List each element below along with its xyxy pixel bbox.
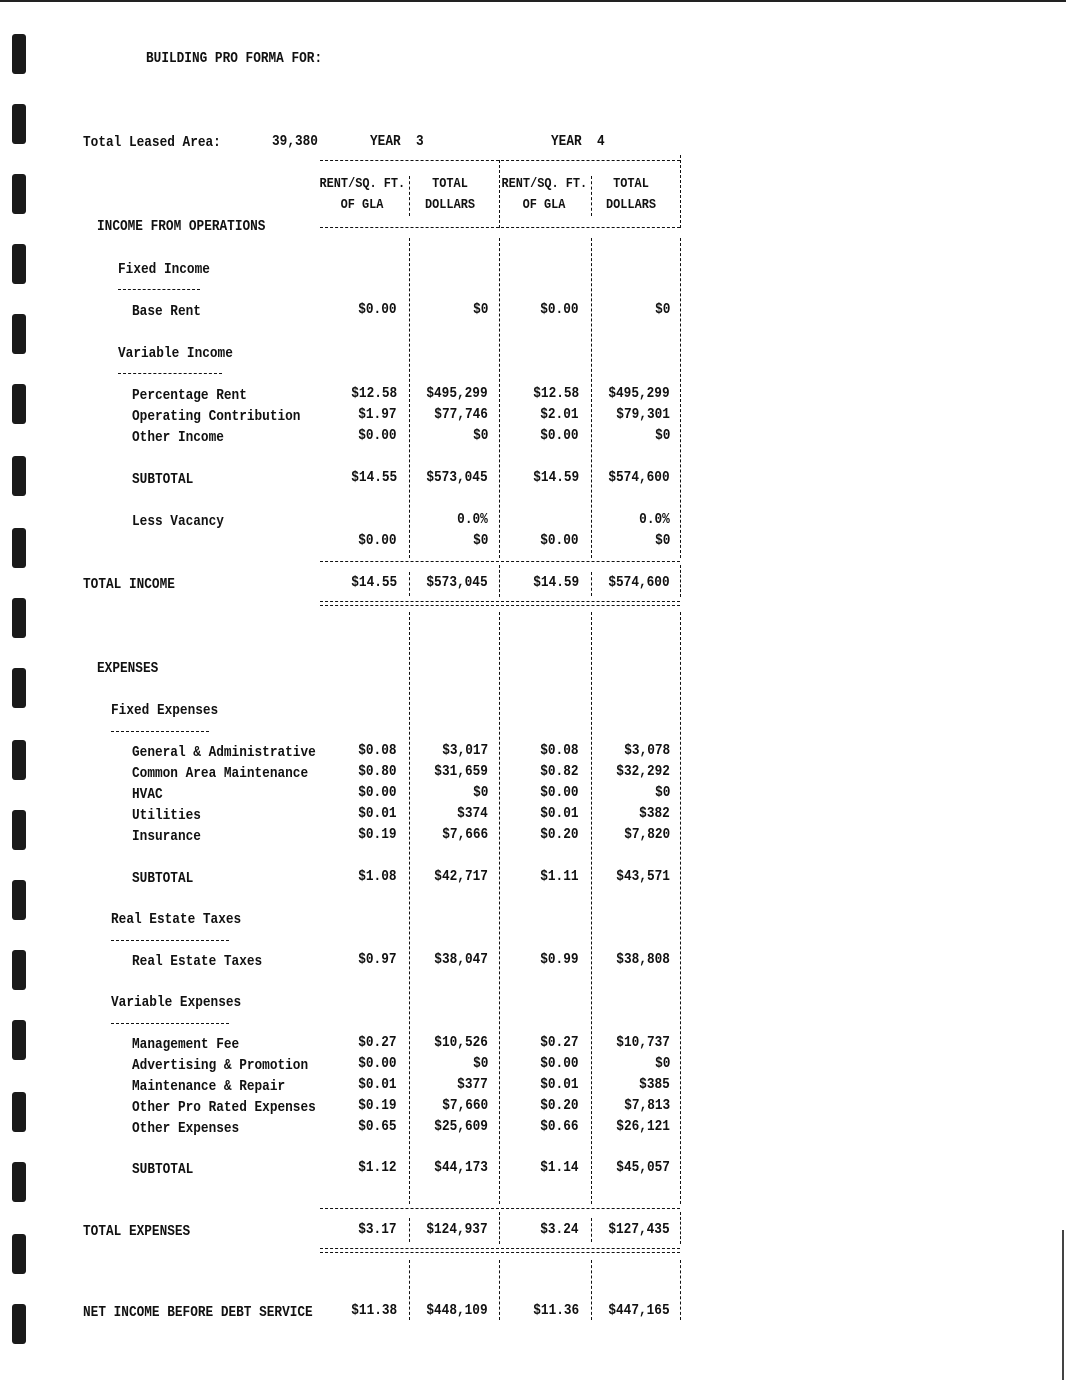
- cell-y3-rent: $3.17: [358, 1222, 397, 1238]
- cell-y4-total: $382: [639, 806, 670, 822]
- binder-hole: [12, 950, 26, 990]
- expenses-double-rule: [320, 1248, 680, 1253]
- cell-y4-total: $3,078: [624, 743, 670, 759]
- expenses-total-rule: [320, 1208, 680, 1209]
- cell-y4-total: $495,299: [608, 386, 670, 402]
- cell-y3-rent: $0.19: [358, 827, 397, 843]
- col-separator: [591, 572, 592, 596]
- cell-y4-total: $43,571: [616, 869, 670, 885]
- cell-y3-total: $10,526: [434, 1035, 488, 1051]
- col-separator: [409, 1218, 410, 1242]
- cell-y4-total: $7,820: [624, 827, 670, 843]
- total-leased-area-value: 39,380: [272, 134, 318, 150]
- col-separator: [680, 612, 681, 1204]
- cell-y3-rent: $0.00: [358, 1056, 397, 1072]
- cell-y4-total: $32,292: [616, 764, 670, 780]
- row-label: Real Estate Taxes: [132, 954, 263, 970]
- cell-y3-rent: $0.01: [358, 1077, 397, 1093]
- row-label: Base Rent: [132, 304, 201, 320]
- cell-y3-total: $0: [472, 785, 488, 801]
- header-bottom-rule: [320, 227, 680, 228]
- row-label: Management Fee: [132, 1037, 240, 1053]
- col-separator: [591, 176, 592, 216]
- col-separator: [591, 1260, 592, 1320]
- cell-y3-rent: $0.65: [358, 1119, 397, 1135]
- cell-y4-rent: $12.58: [533, 386, 579, 402]
- cell-y3-rent: $0.00: [358, 785, 397, 801]
- cell-y4-total: $447,165: [608, 1303, 670, 1319]
- cell-y3-total: 0.0%: [457, 512, 488, 528]
- page-top-edge: [0, 0, 1066, 2]
- income-double-rule: [320, 601, 680, 606]
- row-label: Other Expenses: [132, 1121, 240, 1137]
- cell-y4-rent: $0.20: [540, 827, 579, 843]
- section-fixed-expenses: Fixed Expenses: [111, 703, 219, 719]
- row-label: Other Pro Rated Expenses: [132, 1100, 316, 1116]
- total-leased-area-label: Total Leased Area:: [83, 135, 221, 151]
- cell-y4-rent: $0.27: [540, 1035, 579, 1051]
- cell-y3-total: $7,666: [442, 827, 488, 843]
- row-label: Insurance: [132, 829, 201, 845]
- binder-hole: [12, 1162, 26, 1202]
- cell-y3-rent: $14.55: [351, 575, 397, 591]
- section-income-from-operations: INCOME FROM OPERATIONS: [97, 219, 266, 235]
- cell-y4-rent: $0.08: [540, 743, 579, 759]
- cell-y3-total: $3,017: [442, 743, 488, 759]
- row-label: TOTAL EXPENSES: [83, 1224, 191, 1240]
- col-separator: [409, 572, 410, 596]
- cell-y3-rent: $0.97: [358, 952, 397, 968]
- section-variable-income: Variable Income: [118, 346, 233, 362]
- col-y3-total-header: TOTAL: [432, 176, 468, 192]
- cell-y3-rent: $0.01: [358, 806, 397, 822]
- cell-y3-total: $377: [457, 1077, 488, 1093]
- row-label: Operating Contribution: [132, 409, 301, 425]
- section-real-estate-taxes: Real Estate Taxes: [111, 912, 242, 928]
- cell-y4-total: $574,600: [608, 575, 670, 591]
- underline: [111, 1023, 229, 1024]
- col-separator: [680, 155, 681, 228]
- cell-y3-total: $0: [472, 428, 488, 444]
- binder-hole: [12, 880, 26, 920]
- col-separator: [680, 1212, 681, 1244]
- binder-hole: [12, 384, 26, 424]
- cell-y3-total: $573,045: [426, 575, 488, 591]
- cell-y3-total: $42,717: [434, 869, 488, 885]
- row-label: TOTAL INCOME: [83, 577, 175, 593]
- cell-y3-rent: $0.00: [358, 428, 397, 444]
- cell-y3-total: $0: [472, 533, 488, 549]
- row-label: Other Income: [132, 430, 224, 446]
- cell-y4-total: $574,600: [608, 470, 670, 486]
- cell-y3-rent: $1.08: [358, 869, 397, 885]
- col-y3-rent-subheader: OF GLA: [340, 197, 384, 213]
- cell-y4-rent: $2.01: [540, 407, 579, 423]
- row-label: Advertising & Promotion: [132, 1058, 309, 1074]
- cell-y4-rent: $0.01: [540, 1077, 579, 1093]
- cell-y4-total: $10,737: [616, 1035, 670, 1051]
- cell-y3-rent: $1.97: [358, 407, 397, 423]
- cell-y4-rent: $0.00: [540, 1056, 579, 1072]
- cell-y4-rent: $0.00: [540, 428, 579, 444]
- underline: [118, 289, 200, 290]
- col-y4-total-subheader: DOLLARS: [606, 197, 656, 213]
- cell-y4-total: $0: [654, 302, 670, 318]
- col-y4-rent-subheader: OF GLA: [522, 197, 566, 213]
- cell-y4-rent: $0.99: [540, 952, 579, 968]
- binder-hole: [12, 244, 26, 284]
- cell-y3-total: $31,659: [434, 764, 488, 780]
- binder-hole: [12, 1092, 26, 1132]
- col-separator: [499, 612, 500, 1204]
- row-label: SUBTOTAL: [132, 1162, 194, 1178]
- section-fixed-income: Fixed Income: [118, 262, 210, 278]
- col-y4-total-header: TOTAL: [613, 176, 649, 192]
- binder-hole: [12, 1234, 26, 1274]
- cell-y4-total: $79,301: [616, 407, 670, 423]
- cell-y3-total: $448,109: [426, 1303, 488, 1319]
- row-label: General & Administrative: [132, 745, 316, 761]
- cell-y4-rent: $0.01: [540, 806, 579, 822]
- col-separator: [499, 565, 500, 597]
- cell-y4-rent: $3.24: [540, 1222, 579, 1238]
- binder-hole: [12, 668, 26, 708]
- binder-hole: [12, 598, 26, 638]
- cell-y4-total: $0: [654, 533, 670, 549]
- cell-y4-total: 0.0%: [639, 512, 670, 528]
- cell-y4-total: $0: [654, 785, 670, 801]
- cell-y4-rent: $0.00: [540, 302, 579, 318]
- cell-y4-rent: $0.82: [540, 764, 579, 780]
- cell-y4-rent: $14.59: [533, 470, 579, 486]
- cell-y4-total: $127,435: [608, 1222, 670, 1238]
- cell-y3-total: $573,045: [426, 470, 488, 486]
- col-separator: [499, 1260, 500, 1320]
- cell-y4-total: $45,057: [616, 1160, 670, 1176]
- cell-y3-total: $495,299: [426, 386, 488, 402]
- cell-y3-rent: $11.38: [351, 1303, 397, 1319]
- binder-hole: [12, 456, 26, 496]
- cell-y4-rent: $14.59: [533, 575, 579, 591]
- row-label: Common Area Maintenance: [132, 766, 309, 782]
- section-variable-expenses: Variable Expenses: [111, 995, 242, 1011]
- cell-y3-total: $0: [472, 302, 488, 318]
- col-y3-total-subheader: DOLLARS: [425, 197, 475, 213]
- col-separator: [499, 238, 500, 558]
- binder-hole: [12, 1304, 26, 1344]
- cell-y4-rent: $0.66: [540, 1119, 579, 1135]
- col-separator: [591, 612, 592, 1204]
- cell-y4-total: $38,808: [616, 952, 670, 968]
- binder-hole: [12, 810, 26, 850]
- col-y3-rent-header: RENT/SQ. FT.: [319, 176, 406, 192]
- col-separator: [409, 238, 410, 558]
- col-separator: [591, 238, 592, 558]
- cell-y3-total: $374: [457, 806, 488, 822]
- cell-y4-rent: $11.36: [533, 1303, 579, 1319]
- cell-y3-rent: $0.19: [358, 1098, 397, 1114]
- cell-y3-rent: $0.80: [358, 764, 397, 780]
- underline: [111, 731, 209, 732]
- income-total-rule: [320, 561, 680, 562]
- row-label: HVAC: [132, 787, 163, 803]
- cell-y4-rent: $1.14: [540, 1160, 579, 1176]
- section-expenses: EXPENSES: [97, 661, 159, 677]
- col-separator: [499, 160, 500, 228]
- cell-y3-total: $0: [472, 1056, 488, 1072]
- cell-y3-rent: $14.55: [351, 470, 397, 486]
- cell-y4-total: $26,121: [616, 1119, 670, 1135]
- col-y4-rent-header: RENT/SQ. FT.: [501, 176, 588, 192]
- col-separator: [680, 238, 681, 558]
- cell-y3-rent: $0.00: [358, 533, 397, 549]
- cell-y3-rent: $0.08: [358, 743, 397, 759]
- page-right-edge: [1062, 1230, 1064, 1380]
- binder-hole: [12, 740, 26, 780]
- binder-hole: [12, 1020, 26, 1060]
- col-separator: [591, 1218, 592, 1242]
- row-label: Percentage Rent: [132, 388, 247, 404]
- row-label: SUBTOTAL: [132, 472, 194, 488]
- document-title: BUILDING PRO FORMA FOR:: [146, 51, 323, 67]
- cell-y4-rent: $0.00: [540, 785, 579, 801]
- col-separator: [409, 176, 410, 216]
- year-3-header: YEAR 3: [370, 134, 424, 150]
- cell-y3-total: $124,937: [426, 1222, 488, 1238]
- binder-hole: [12, 174, 26, 214]
- col-separator: [409, 612, 410, 1204]
- row-label: Utilities: [132, 808, 201, 824]
- cell-y4-rent: $1.11: [540, 869, 579, 885]
- cell-y3-total: $25,609: [434, 1119, 488, 1135]
- binder-hole: [12, 104, 26, 144]
- binder-hole: [12, 314, 26, 354]
- binder-hole: [12, 528, 26, 568]
- row-label: SUBTOTAL: [132, 871, 194, 887]
- year-4-header: YEAR 4: [551, 134, 605, 150]
- cell-y3-total: $7,660: [442, 1098, 488, 1114]
- col-separator: [680, 1260, 681, 1320]
- row-label: NET INCOME BEFORE DEBT SERVICE: [83, 1305, 313, 1321]
- cell-y3-rent: $0.27: [358, 1035, 397, 1051]
- cell-y4-total: $385: [639, 1077, 670, 1093]
- col-separator: [499, 1212, 500, 1244]
- cell-y3-total: $77,746: [434, 407, 488, 423]
- row-label: Less Vacancy: [132, 514, 224, 530]
- binder-hole: [12, 34, 26, 74]
- row-label: Maintenance & Repair: [132, 1079, 286, 1095]
- cell-y3-total: $44,173: [434, 1160, 488, 1176]
- cell-y4-total: $0: [654, 1056, 670, 1072]
- cell-y3-rent: $12.58: [351, 386, 397, 402]
- cell-y4-total: $7,813: [624, 1098, 670, 1114]
- col-separator: [409, 1260, 410, 1320]
- underline: [118, 373, 222, 374]
- cell-y4-rent: $0.20: [540, 1098, 579, 1114]
- header-top-rule: [320, 160, 680, 161]
- cell-y3-rent: $1.12: [358, 1160, 397, 1176]
- cell-y3-rent: $0.00: [358, 302, 397, 318]
- cell-y4-rent: $0.00: [540, 533, 579, 549]
- col-separator: [680, 565, 681, 597]
- underline: [111, 940, 229, 941]
- cell-y4-total: $0: [654, 428, 670, 444]
- cell-y3-total: $38,047: [434, 952, 488, 968]
